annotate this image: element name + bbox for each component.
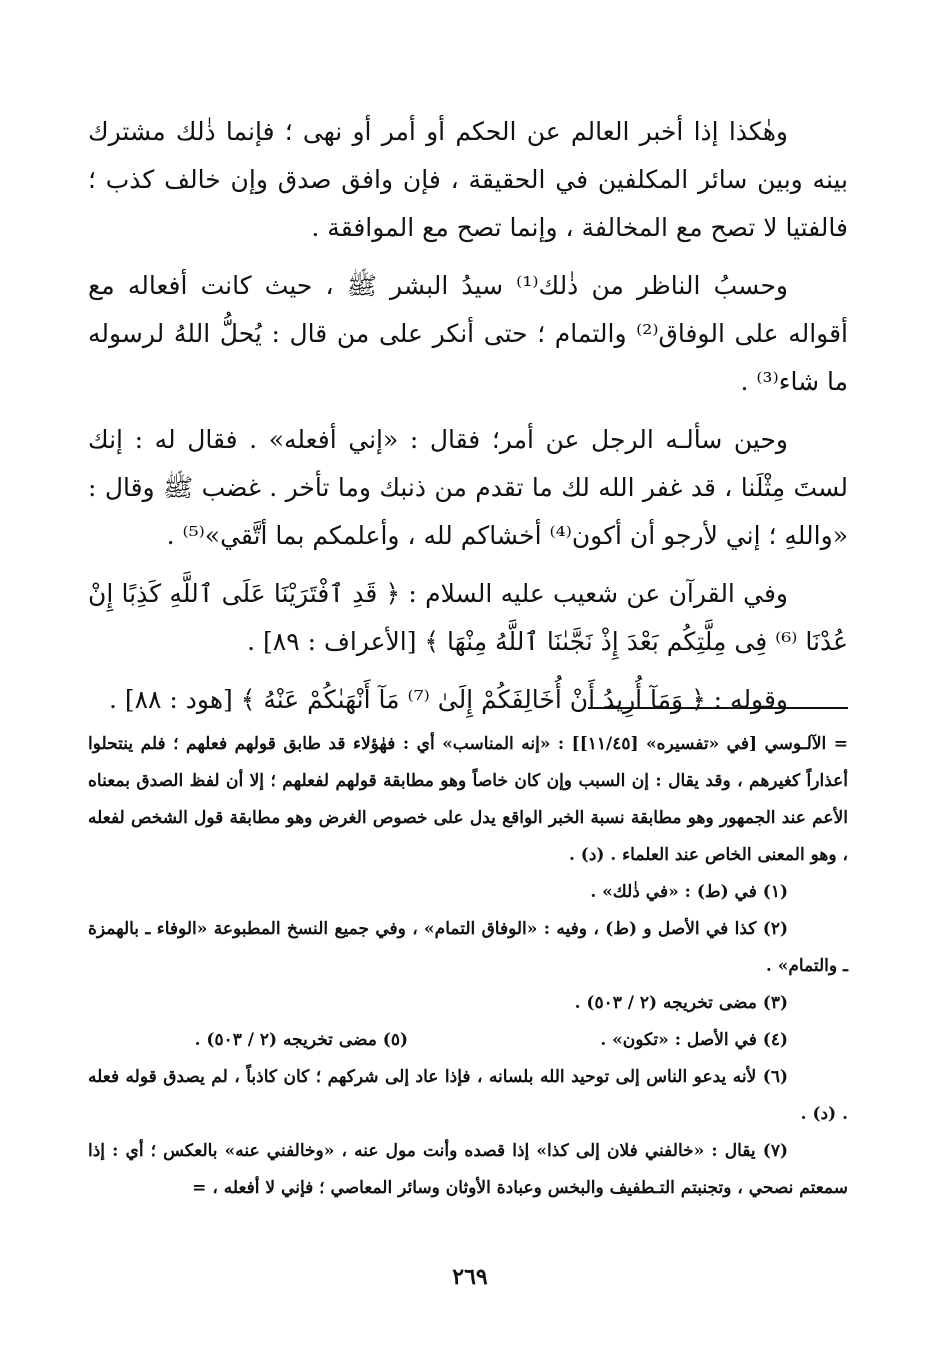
main-text-block [88, 108, 848, 734]
footnote-continuation [88, 726, 848, 874]
paragraph-2: وحسبُ الناظر من ذٰلك⁽¹⁾ سيدُ البشر ﷺ ، حيث كانت أفعاله مع أقواله على الوفاق⁽²⁾ والتمام ؛ حتى أنكر على من قال : يُحلُّ اللهُ لرسوله ما شاء⁽³⁾ . [88, 271, 848, 396]
continuation-marker: = [833, 734, 849, 754]
paragraph-3: وحين سألـه الرجل عن أمر؛ فقال : «إني أفعله» . فقال له : إنك لستَ مِثْلَنا ، قد غفر الله لك ما تقدم من ذنبك وما تأخر . غضب ﷺ وقال : «واللهِ ؛ إني لأرجو أن أكون⁽⁴⁾ أخشاكم لله ، وأعلمكم بما أتَّقي»⁽⁵⁾ . [88, 425, 848, 550]
footnote-separator [588, 707, 848, 709]
paragraph-1: وهٰكذا إذا أخبر العالم عن الحكم أو أمر أو نهى ؛ فإنما ذٰلك مشترك بينه وبين سائر المكلفين في الحقيقة ، فإن وافق صدق وإن خالف كذب ؛ فالفتيا لا تصح مع المخالفة ، وإنما تصح مع الموافقة . [88, 117, 848, 242]
footnote-2: (٢) كذا في الأصل و (ط) ، وفيه : «الوفاق التمام» ، وفي جميع النسخ المطبوعة «الوفاء ـ بالهمزة ـ والتمام» . [88, 919, 848, 976]
footnote-3: (٣) مضى تخريجه (٢ / ٥٠٣) . [574, 993, 788, 1013]
footnote-1: (١) في (ط) : «في ذٰلك» . [590, 882, 788, 902]
paragraph-4: وفي القرآن عن شعيب عليه السلام : ﴿ قَدِ ٱفْتَرَيْنَا عَلَى ٱللَّهِ كَذِبًا إِنْ عُدْنَا ⁽⁶⁾ فِى مِلَّتِكُم بَعْدَ إِذْ نَجَّىٰنَا ٱللَّهُ مِنْهَا ﴾ [الأعراف : ٨٩] . [88, 579, 848, 656]
footnote-row-4-5 [88, 1022, 848, 1059]
footnote-7-text: (٧) يقال : «خالفني فلان إلى كذا» إذا قصده وأنت مول عنه ، «وخالفني عنه» بالعكس ؛ أي : إذا سمعتم نصحي ، وتجنبتم التـطفيف والبخس وعبادة الأوثان وسائر المعاصي ؛ فإني لا أفعله ، [88, 1141, 848, 1198]
footnote-7 [88, 1133, 848, 1207]
page-number: ٢٦٩ [452, 1264, 488, 1290]
footnote-5: (٥) مضى تخريجه (٢ / ٥٠٣) . [194, 1030, 408, 1050]
end-continuation-marker: = [192, 1178, 207, 1198]
footnote-6: (٦) لأنه يدعو الناس إلى توحيد الله بلسانه ، فإذا عاد إلى شركهم ؛ كان كاذباً ، لم يصدق قوله فعله . (د) . [88, 1067, 848, 1124]
paragraph-5: وقوله : ﴿ وَمَآ أُرِيدُ أَنْ أُخَالِفَكُمْ إِلَىٰ ⁽⁷⁾ مَآ أَنْهَىٰكُمْ عَنْهُ ﴾ [هود : ٨٨] . [108, 685, 788, 714]
footnotes-block [88, 726, 848, 1207]
footnote-4: (٤) في الأصل : «تكون» . [600, 1030, 788, 1050]
footnote-continued-text: الآلـوسي [في «تفسيره» [١١/٤٥]] : «إنه المناسب» أي : فهٰؤلاء قد طابق قولهم فعلهم ؛ فلم ينتحلوا أعذاراً كغيرهم ، وقد يقال : إن السبب وإن كان خاصاً وهو مطابقة قولهم لفعلهم ؛ إلا أن لفظ الصدق بمعناه الأعم عند الجمهور وهو مطابقة نسبة الخبر الواقع يدل على خصوص الغرض وهو مطابقة قول الشخص لفعله ، وهو المعنى الخاص عند العلماء . (د) . [88, 734, 848, 865]
